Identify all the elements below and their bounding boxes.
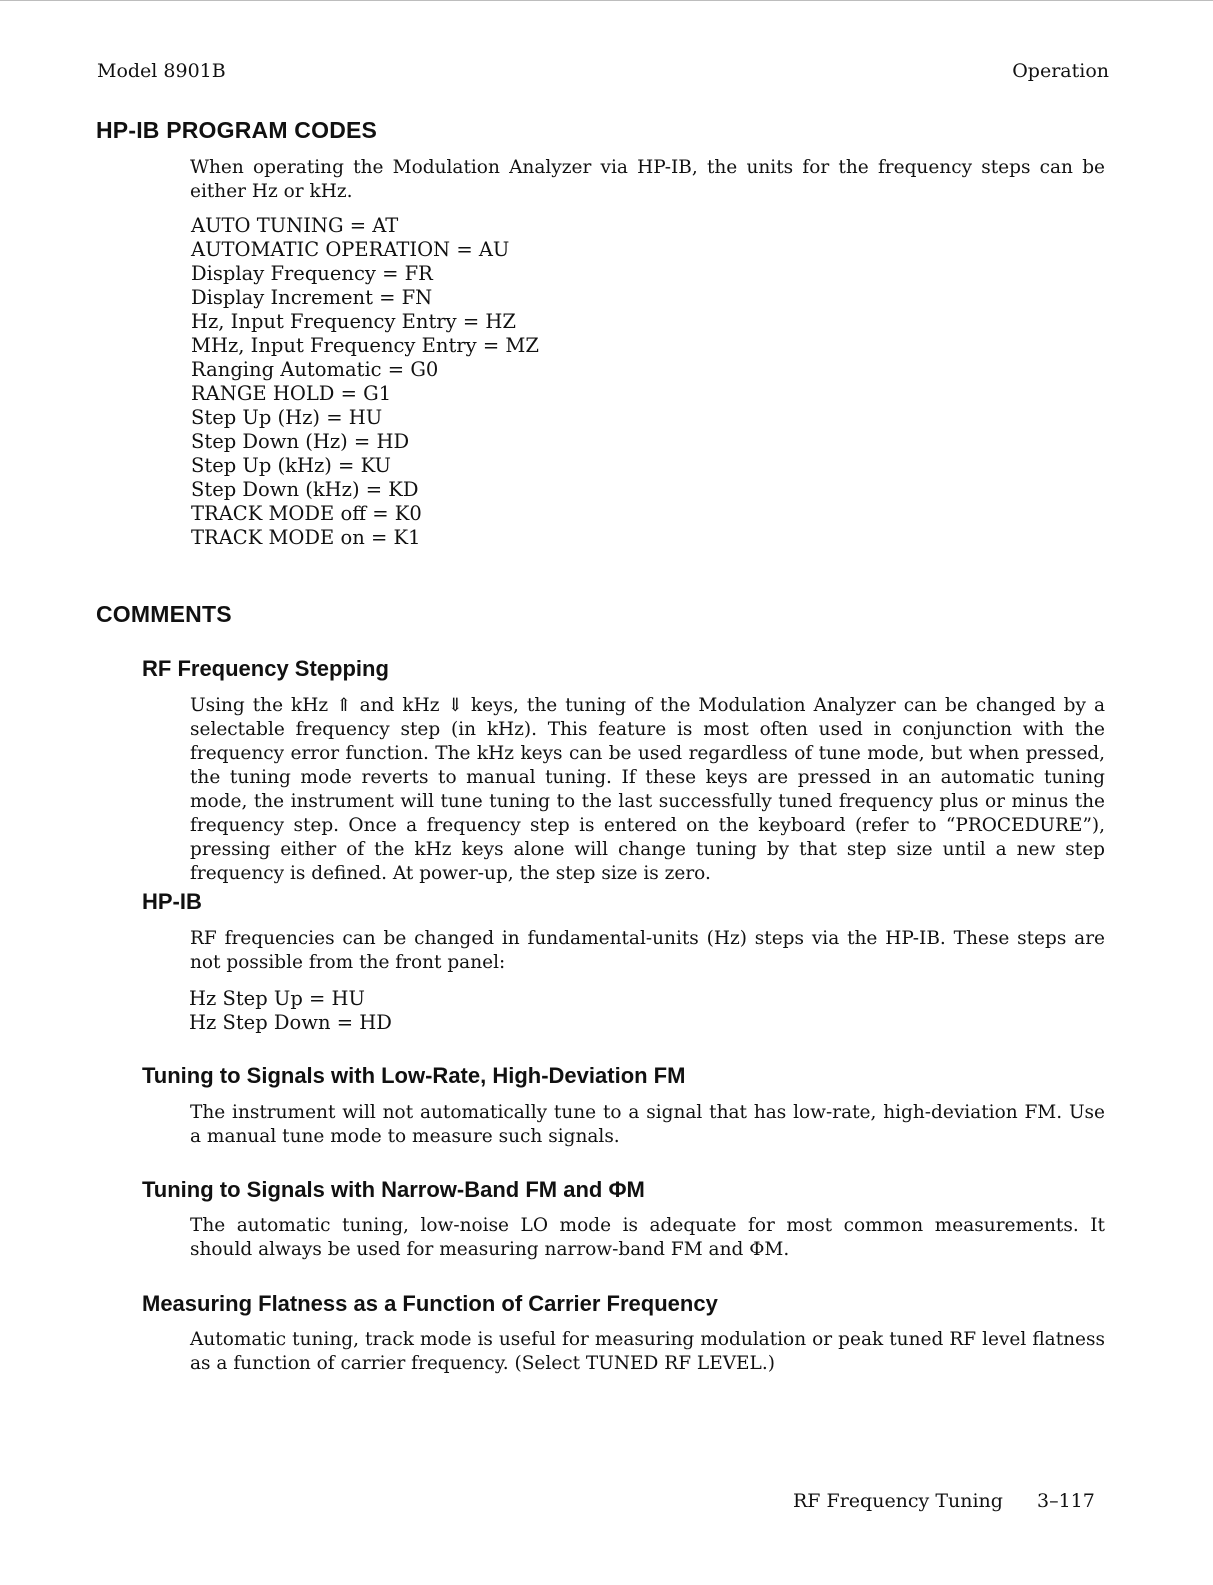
narrow-band-body: The automatic tuning, low-noise LO mode is adequate for most common measurements. It should always be used for measuring narrow-band FM and ΦM. bbox=[190, 1215, 1105, 1260]
code-item: Display Frequency = FR bbox=[191, 262, 433, 285]
code-item: TRACK MODE off = K0 bbox=[191, 502, 422, 525]
code-item: Ranging Automatic = G0 bbox=[191, 358, 439, 381]
header-model: Model 8901B bbox=[97, 60, 226, 82]
rf-stepping-title: RF Frequency Stepping bbox=[142, 656, 389, 681]
low-rate-body: The instrument will not automatically tune to a signal that has low-rate, high-deviation FM. Use a manual tune mode to measure such signals. bbox=[190, 1102, 1105, 1147]
code-item: Step Down (kHz) = KD bbox=[191, 478, 419, 501]
hpib-codes-list bbox=[189, 987, 392, 1035]
program-codes-heading: HP-IB PROGRAM CODES bbox=[96, 117, 378, 143]
code-item: TRACK MODE on = K1 bbox=[191, 526, 421, 549]
program-codes-list bbox=[191, 214, 539, 550]
code-item: AUTOMATIC OPERATION = AU bbox=[191, 238, 510, 261]
footer-title: RF Frequency Tuning bbox=[793, 1490, 1003, 1512]
code-item: RANGE HOLD = G1 bbox=[191, 382, 392, 405]
code-item: Step Up (kHz) = KU bbox=[191, 454, 391, 477]
header-section: Operation bbox=[1012, 60, 1109, 82]
code-item: Hz Step Down = HD bbox=[189, 1011, 392, 1034]
flatness-body: Automatic tuning, track mode is useful for measuring modulation or peak tuned RF level flatness as a function of carrier frequency. (Select TUNED RF LEVEL.) bbox=[190, 1329, 1105, 1374]
flatness-title: Measuring Flatness as a Function of Carrier Frequency bbox=[142, 1291, 718, 1316]
code-item: Display Increment = FN bbox=[191, 286, 433, 309]
comments-heading: COMMENTS bbox=[96, 601, 232, 627]
program-codes-intro: When operating the Modulation Analyzer via HP-IB, the units for the frequency steps can be either Hz or kHz. bbox=[190, 157, 1105, 202]
code-item: Hz, Input Frequency Entry = HZ bbox=[191, 310, 516, 333]
code-item: Hz Step Up = HU bbox=[189, 987, 365, 1010]
rf-stepping-body: Using the kHz ⇑ and kHz ⇓ keys, the tuning of the Modulation Analyzer can be changed by a selectable frequency step (in kHz). This feature is most often used in conjunction with the frequency error function. The kHz keys can be used regardless of tune mode, but when pressed, the tuning mode reverts to manual tuning. If these keys are pressed in an automatic tuning mode, the instrument will tune tuning to the last successfully tuned frequency plus or minus the frequency step. Once a frequency step is entered on the keyboard (refer to “PROCEDURE”), pressing either of the kHz keys alone will change tuning by that step size until a new step frequency is defined. At power-up, the step size is zero. bbox=[190, 695, 1105, 884]
narrow-band-title: Tuning to Signals with Narrow-Band FM and ΦM bbox=[142, 1177, 645, 1202]
code-item: MHz, Input Frequency Entry = MZ bbox=[191, 334, 539, 357]
low-rate-title: Tuning to Signals with Low-Rate, High-Deviation FM bbox=[142, 1063, 686, 1088]
code-item: AUTO TUNING = AT bbox=[191, 214, 399, 237]
hpib-body: RF frequencies can be changed in fundamental-units (Hz) steps via the HP-IB. These steps are not possible from the front panel: bbox=[190, 928, 1105, 973]
page-number: 3–117 bbox=[1037, 1490, 1095, 1512]
page-top-rule bbox=[0, 0, 1213, 1]
code-item: Step Down (Hz) = HD bbox=[191, 430, 410, 453]
hpib-title: HP-IB bbox=[142, 889, 202, 914]
code-item: Step Up (Hz) = HU bbox=[191, 406, 383, 429]
